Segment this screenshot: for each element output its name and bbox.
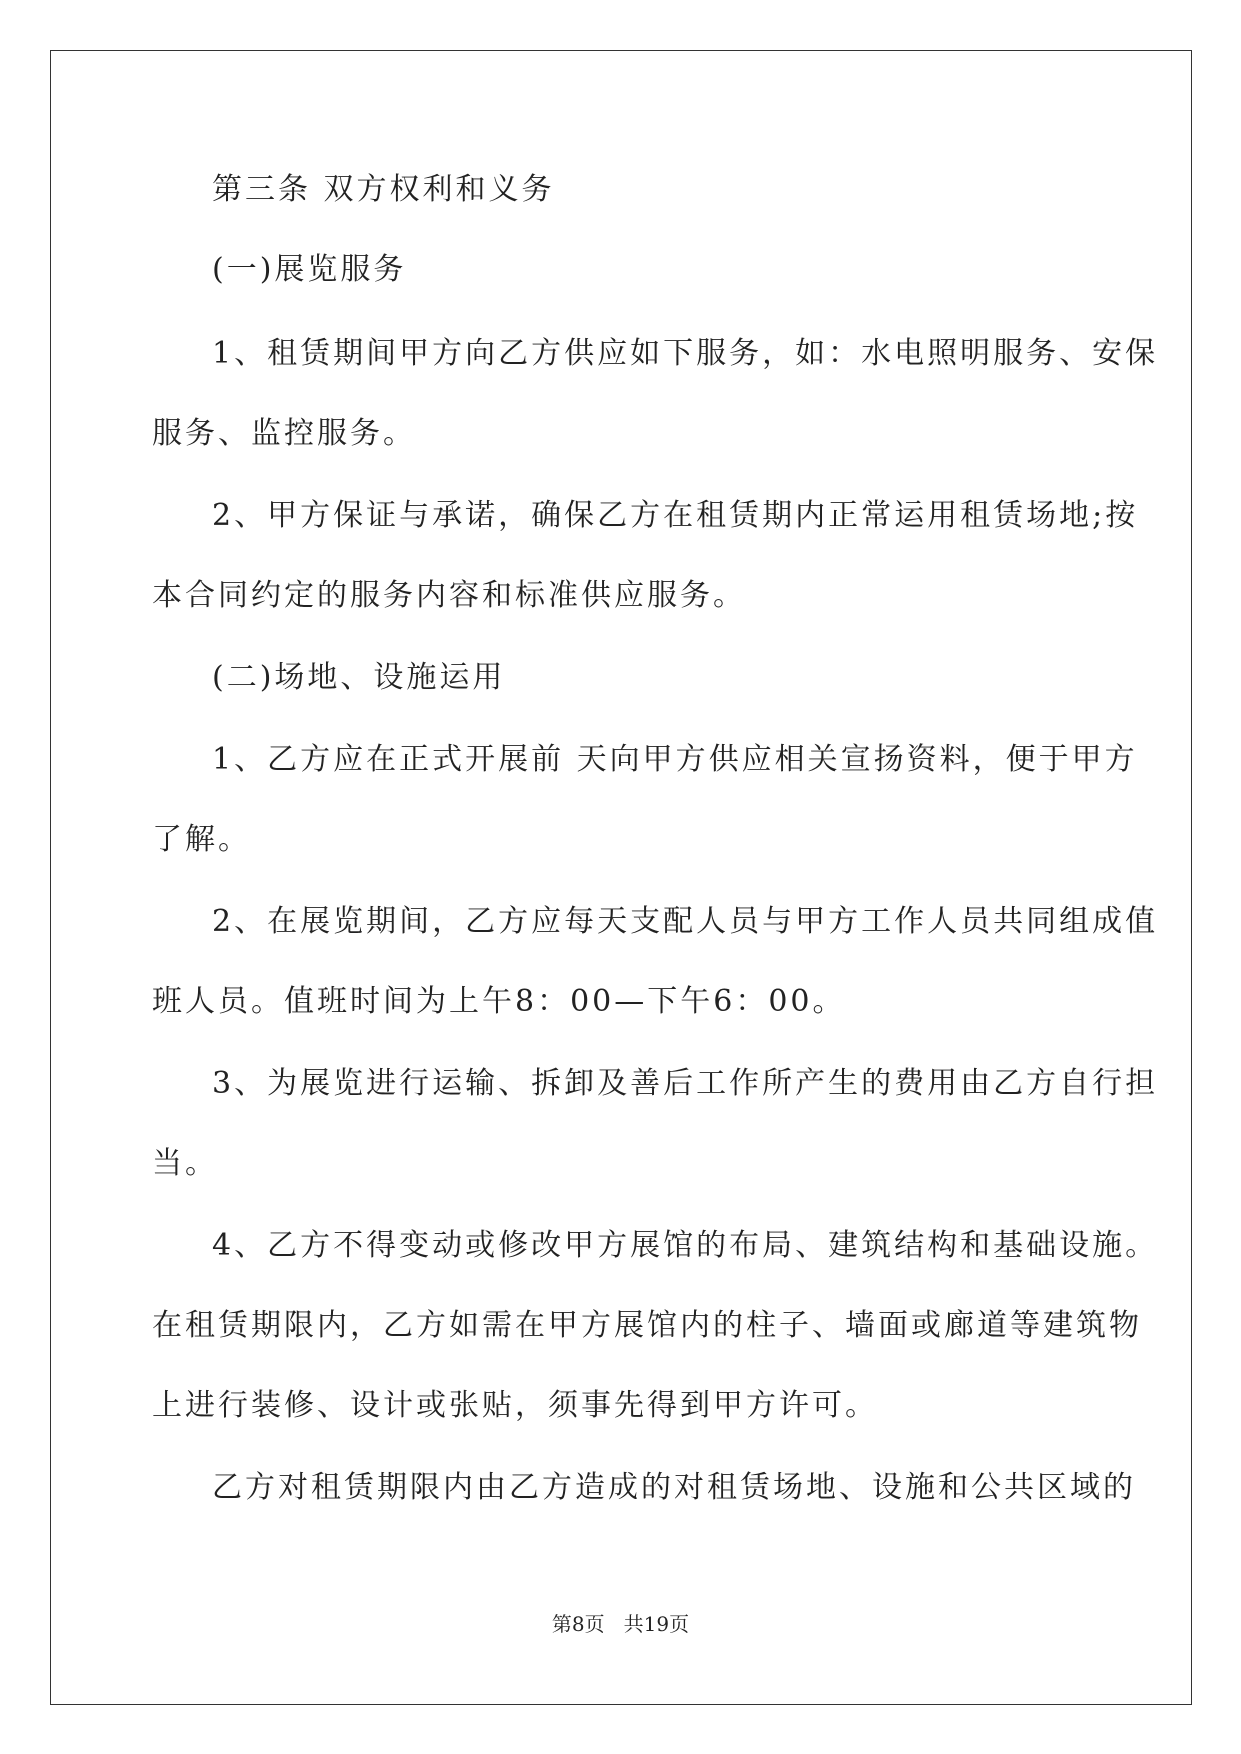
text-line: 班人员。值班时间为上午8：00—下午6：00。 [152, 984, 846, 1019]
text-line: 本合同约定的服务内容和标准供应服务。 [152, 578, 746, 613]
page-border [50, 50, 1192, 1705]
page-number-footer: 第8页 共19页 [551, 1612, 690, 1636]
text-line: 当。 [152, 1146, 218, 1181]
text-line: 上进行装修、设计或张贴，须事先得到甲方许可。 [152, 1388, 878, 1423]
text-line: 1、乙方应在正式开展前 天向甲方供应相关宣扬资料，便于甲方 [212, 742, 1138, 777]
text-line: 2、甲方保证与承诺，确保乙方在租赁期内正常运用租赁场地;按 [212, 498, 1139, 533]
subsection-heading: (一)展览服务 [212, 252, 407, 287]
text-line: 了解。 [152, 822, 251, 857]
text-line: 4、乙方不得变动或修改甲方展馆的布局、建筑结构和基础设施。 [212, 1228, 1159, 1263]
text-line: 在租赁期限内，乙方如需在甲方展馆内的柱子、墙面或廊道等建筑物 [152, 1308, 1142, 1343]
text-line: 1、租赁期间甲方向乙方供应如下服务，如：水电照明服务、安保 [212, 336, 1159, 371]
text-line: 2、在展览期间，乙方应每天支配人员与甲方工作人员共同组成值 [212, 904, 1159, 939]
text-line: 服务、监控服务。 [152, 416, 416, 451]
text-line: 乙方对租赁期限内由乙方造成的对租赁场地、设施和公共区域的 [212, 1470, 1136, 1505]
section-heading: 第三条 双方权利和义务 [212, 172, 555, 207]
text-line: 3、为展览进行运输、拆卸及善后工作所产生的费用由乙方自行担 [212, 1066, 1159, 1101]
subsection-heading: (二)场地、设施运用 [212, 660, 506, 695]
